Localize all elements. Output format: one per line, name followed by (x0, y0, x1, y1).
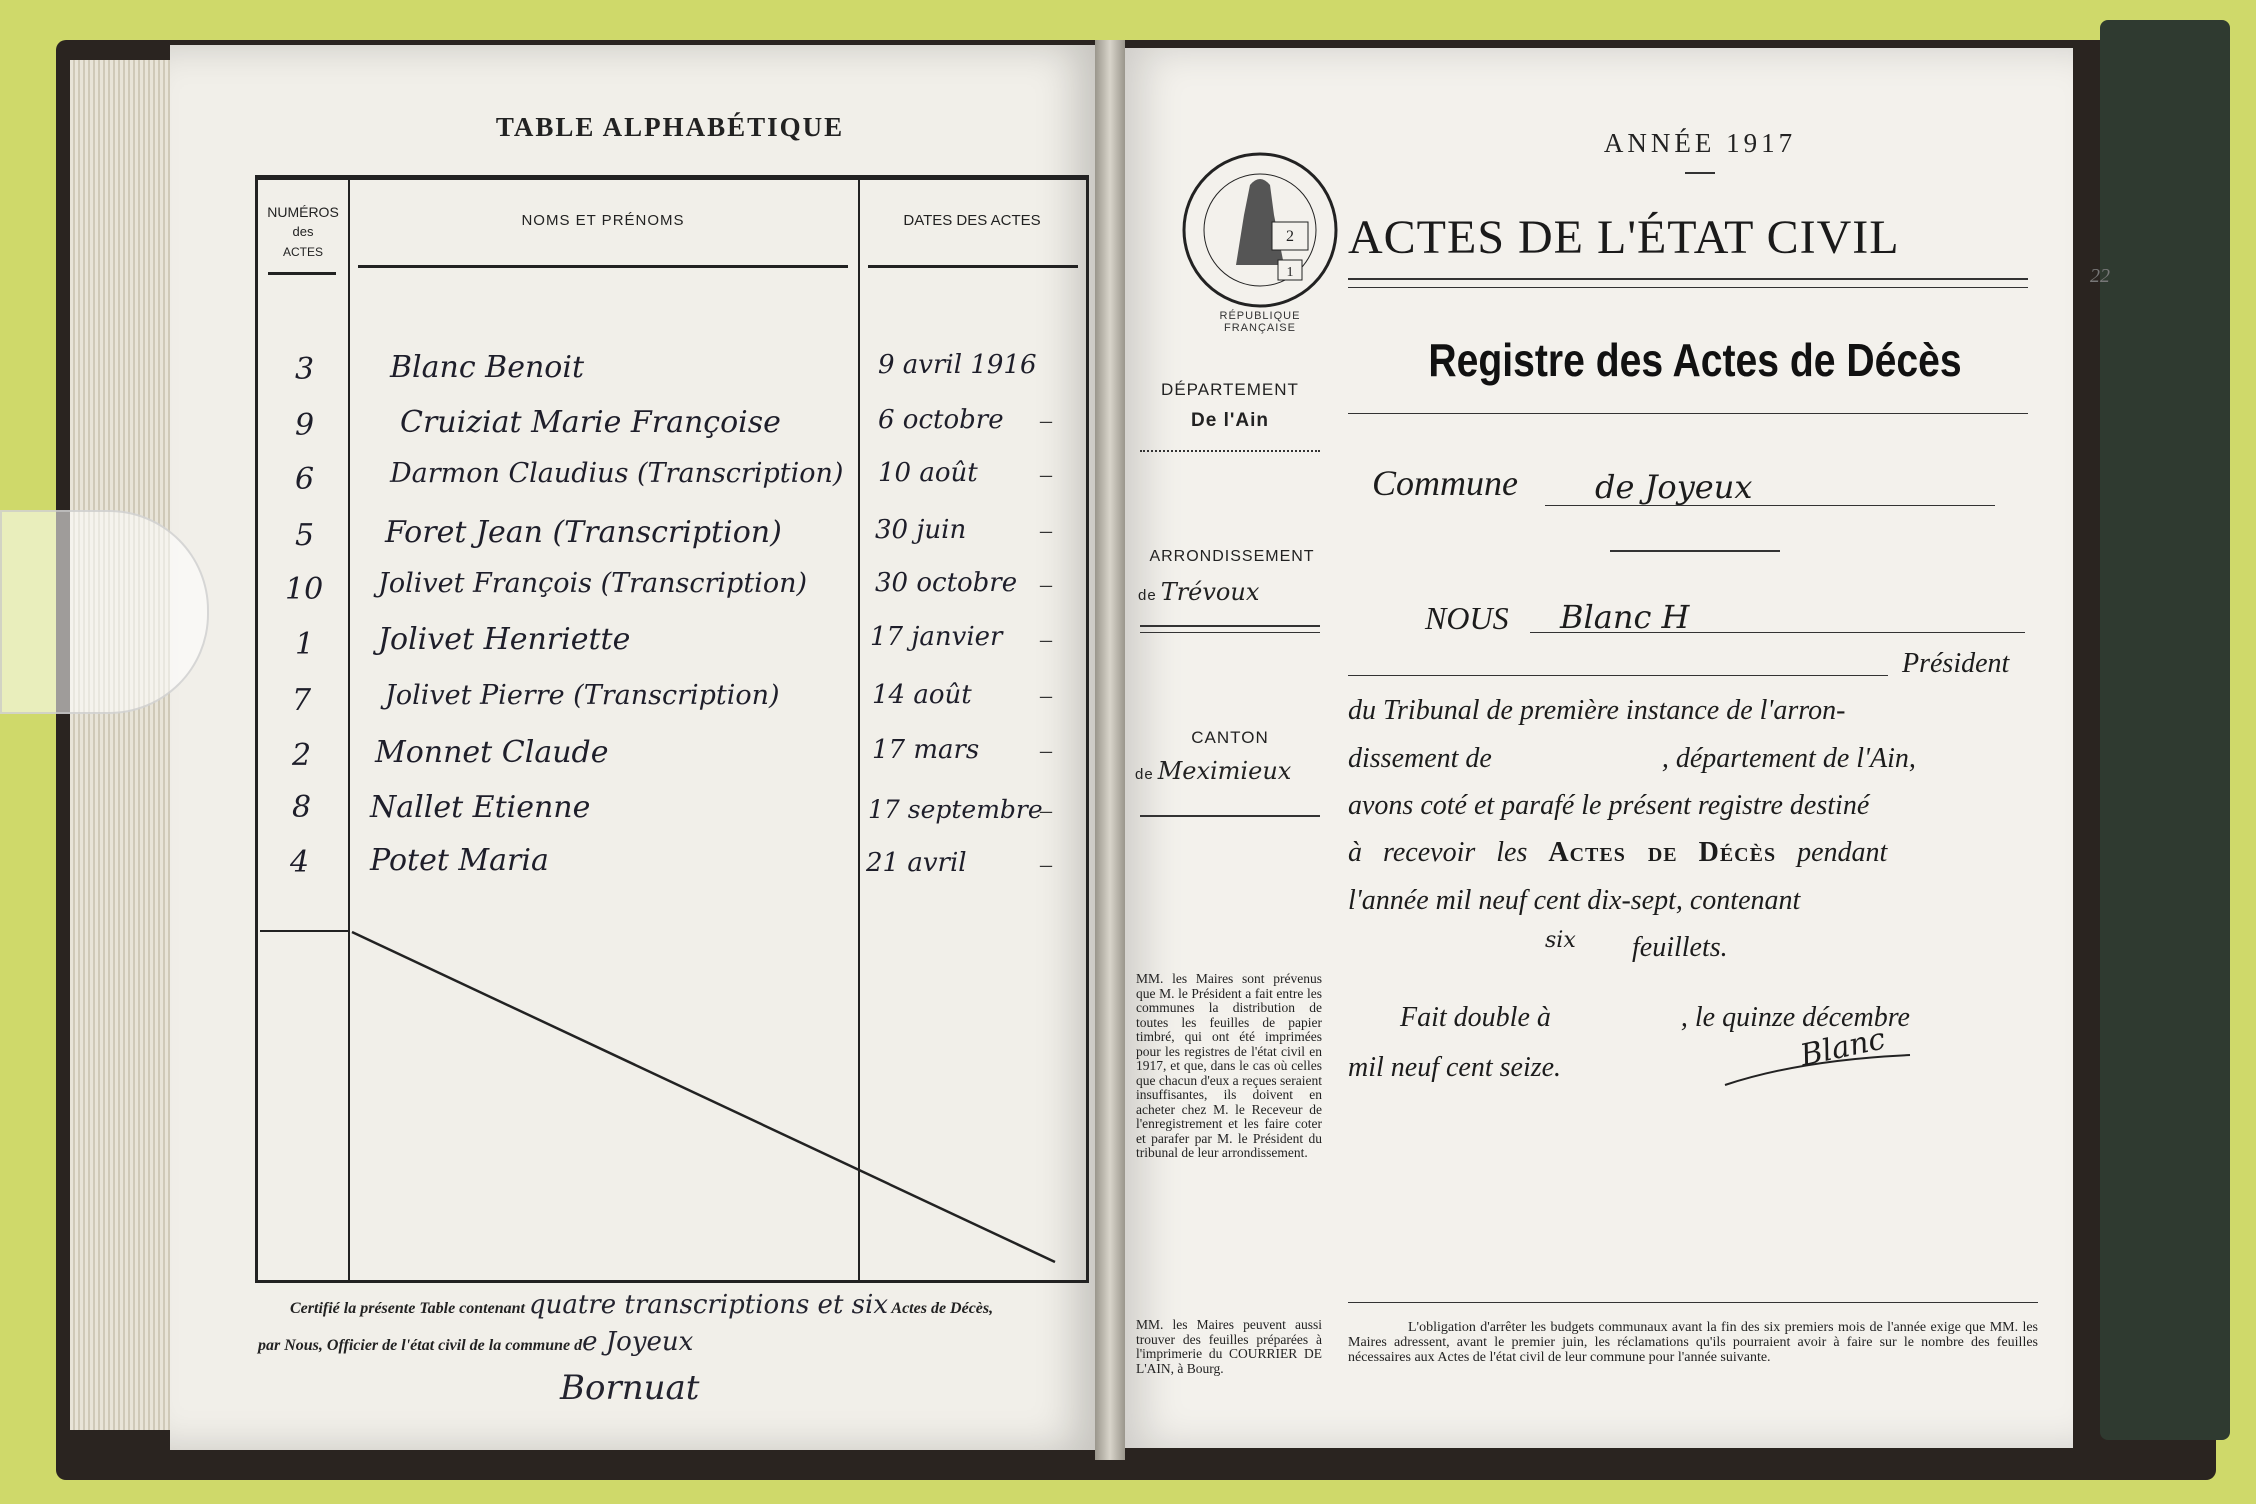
page-number: 22 (2090, 265, 2110, 287)
closing-diagonal-line (350, 930, 1070, 1270)
entry-number: 9 (295, 408, 315, 443)
entry-number: 1 (295, 627, 315, 662)
subtitle-rule (1348, 413, 2028, 414)
entry-number: 2 (292, 738, 312, 773)
entry-number: 10 (285, 572, 324, 607)
republique-seal (1180, 150, 1340, 310)
entry-number: 7 (292, 683, 312, 718)
certification-line-1: Certifié la présente Table contenant quatre transcriptions et six Actes de Décès, (290, 1290, 994, 1320)
entry-number: 4 (290, 845, 310, 880)
mayor-signature: Bornuat (560, 1368, 700, 1408)
ditto-dash: – (1040, 408, 1052, 434)
header-rule (268, 272, 336, 275)
president-label: Président (1902, 648, 2010, 679)
end-rule (260, 930, 348, 932)
ditto-dash: – (1040, 738, 1052, 764)
ditto-dash: – (1040, 518, 1052, 544)
commune-rule (1545, 505, 1995, 506)
book-cover-right (2100, 20, 2230, 1440)
commune-value: de Joyeux (1595, 468, 1753, 506)
body-line: avons coté et parafé le présent registre destiné (1348, 790, 1870, 821)
canton-label: CANTON (1191, 728, 1269, 747)
ditto-dash: – (1040, 852, 1052, 878)
title-rule (1348, 278, 2028, 280)
divider (1140, 632, 1320, 633)
arrondissement-line: de Trévoux (1138, 578, 1260, 606)
ditto-dash: – (1040, 627, 1052, 653)
departement-label: DÉPARTEMENT (1161, 380, 1299, 399)
body-line: à recevoir les Actes de Décès pendant (1348, 837, 1888, 868)
entry-number: 8 (292, 790, 312, 825)
bookmark-tab (0, 510, 209, 714)
mayors-note-printer: MM. les Maires peuvent aussi trouver des feuilles préparées à l'imprimerie du COURRIER DE L'AIN, à Bourg. (1136, 1317, 1322, 1376)
svg-text:2: 2 (1286, 228, 1294, 245)
nous-value: Blanc H (1560, 598, 1690, 636)
register-subtitle: Registre des Actes de Décès (1428, 334, 1962, 386)
entry-name: Cruiziat Marie Françoise (400, 405, 781, 440)
fait-double-line2: mil neuf cent seize. (1348, 1052, 1562, 1083)
entry-name: Blanc Benoit (390, 350, 585, 385)
entry-date: 21 avril (866, 848, 967, 878)
certification-line-2: par Nous, Officier de l'état civil de la commune de Joyeux (258, 1327, 694, 1357)
president-signature: Blanc (1797, 1021, 1889, 1074)
entry-number: 5 (295, 518, 315, 553)
entry-date: 6 octobre (878, 405, 1004, 435)
header-dates: DATES DES ACTES (903, 212, 1041, 229)
entry-name: Potet Maria (370, 843, 549, 878)
title-rule (1348, 287, 2028, 288)
signature-flourish (1720, 1050, 1920, 1090)
book-gutter (1095, 40, 1125, 1460)
president-rule (1348, 675, 1888, 676)
body-line: l'année mil neuf cent dix-sept, contenant (1348, 885, 1801, 916)
ornament (1685, 172, 1715, 174)
year-heading: ANNÉE 1917 (1603, 128, 1797, 158)
budget-notice: L'obligation d'arrêter les budgets communaux avant la fin des six premiers mois de l'année exige que MM. les Maires adressent, avant le premier juin, les réclamations qu'ils pourraient avoir à faire sur le nombre des feuilles nécessaires aux Actes de l'état civil de leur commune pour l'année suivante. (1348, 1320, 2038, 1365)
entry-date: 9 avril 1916 (878, 350, 1037, 380)
canton-line: de Meximieux (1135, 757, 1292, 785)
divider (1140, 815, 1320, 817)
entry-name: Nallet Etienne (370, 790, 591, 825)
entry-name: Monnet Claude (375, 735, 609, 770)
svg-text:1: 1 (1286, 265, 1294, 280)
entry-date: 30 juin (875, 515, 967, 545)
fait-double: Fait double à , le quinze décembre (1400, 1002, 1910, 1033)
body-line: dissement de , département de l'Ain, (1348, 743, 1916, 774)
ditto-dash: – (1040, 462, 1052, 488)
header-noms: NOMS ET PRÉNOMS (521, 212, 685, 229)
feuillets-count: six (1545, 928, 1576, 953)
entry-date: 17 mars (872, 735, 980, 765)
ditto-dash: – (1040, 572, 1052, 598)
header-numeros: NUMÉROS des ACTES (267, 204, 339, 259)
footer-rule (1348, 1302, 2038, 1303)
table-title: TABLE ALPHABÉTIQUE (495, 112, 845, 142)
handwritten-count: quatre transcriptions et six (528, 1290, 888, 1320)
entry-date: 14 août (872, 680, 972, 710)
entry-date: 10 août (878, 458, 978, 488)
header-rule (358, 265, 848, 268)
nous-rule (1530, 632, 2025, 633)
entry-number: 3 (295, 352, 315, 387)
ditto-dash: – (1040, 683, 1052, 709)
nous-label: NOUS (1425, 600, 1509, 636)
entry-number: 6 (295, 462, 315, 497)
ditto-dash: – (1040, 798, 1052, 824)
entry-name: Jolivet Pierre (Transcription) (385, 680, 780, 711)
entry-date: 17 janvier (870, 622, 1003, 652)
body-line: du Tribunal de première instance de l'arron- (1348, 695, 1846, 726)
feuillets-label: feuillets. (1632, 932, 1728, 963)
canton-value: Meximieux (1157, 757, 1292, 785)
entry-name: Jolivet François (Transcription) (378, 568, 807, 599)
ornament-rule (1610, 550, 1780, 552)
handwritten-commune: e Joyeux (582, 1327, 694, 1357)
entry-date: 17 septembre (868, 795, 1043, 824)
arrondissement-label: ARRONDISSEMENT (1149, 548, 1315, 565)
divider (1140, 625, 1320, 627)
commune-label: Commune (1372, 463, 1518, 503)
entry-name: Darmon Claudius (Transcription) (390, 458, 844, 489)
divider (1140, 450, 1320, 452)
entry-name: Jolivet Henriette (378, 622, 631, 657)
entry-date: 30 octobre (875, 568, 1018, 598)
seal-inscription: RÉPUBLIQUE FRANÇAISE (1219, 310, 1301, 334)
header-rule (868, 265, 1078, 268)
register-title: ACTES DE L'ÉTAT CIVIL (1348, 211, 1900, 264)
departement-value: De l'Ain (1191, 410, 1269, 431)
arrondissement-value: Trévoux (1160, 578, 1260, 606)
entry-name: Foret Jean (Transcription) (385, 515, 782, 550)
mayors-note: MM. les Maires sont prévenus que M. le Président a fait entre les communes la distribution de toutes les feuilles de papier timbré, qui ont été imprimées pour les registres de l'état civil en 1917, et que, dans le cas où celles que chacun d'eux a reçues seraient insuffisantes, ils doivent en acheter chez M. le Receveur de l'enregistrement et les faire coter et parafer par M. le Président du tribunal de leur arrondissement. (1136, 971, 1322, 1160)
